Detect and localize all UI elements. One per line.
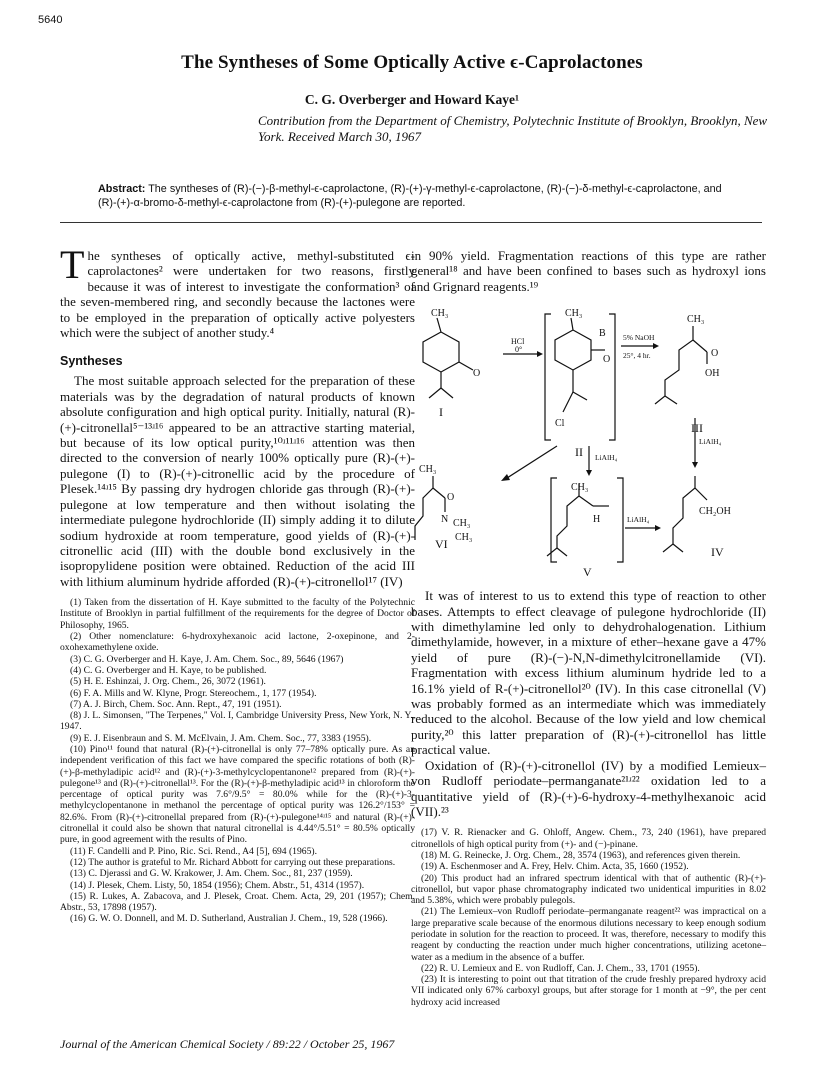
footnote: (14) J. Plesek, Chem. Listy, 50, 1854 (1956); Chem. Abstr., 51, 4314 (1957). xyxy=(70,879,365,891)
atom-label: CH₂OH xyxy=(699,506,731,518)
abstract-label: Abstract: xyxy=(98,183,146,195)
compound-label: II xyxy=(575,445,583,460)
bond xyxy=(441,388,453,398)
reagent-label: LiAlH₄ xyxy=(699,437,722,447)
atom-label: H xyxy=(593,514,601,526)
bond xyxy=(579,496,593,506)
left-column xyxy=(60,242,415,925)
footnote: (19) A. Eschenmoser and A. Frey, Helv. Chim. Acta, 35, 1660 (1952). xyxy=(421,861,689,873)
arrowhead xyxy=(653,343,659,349)
footnote: (10) Pino¹¹ found that natural (R)-(+)-citronellal is only 77–78% optically pure. As an independent verification of this fact we have compared the specific rotations of both (R)-(+)-β-methyladipic acid¹² and (R)-(+)-3-methylcyclopentanone¹² prepared from (R)-(+)-pulegone¹³ and (R)-(+)-citronellal¹³. For the (R)-(+)-β-methyladipic acid¹³ in chloroform the percentage of optical purity was 7.6°/9.5° = 80.0% while for the (R)-(+)-3-methylcyclopentanone in methanol the percentage of optical purity was 126.2°/153° = 82.6%. From (R)-(+)-citronellal prepared from (R)-(+)-pulegone¹⁴ʴ¹⁵ and natural (R)-(+)-citronellal it could also be shown that natural citronellal is 4.44°/5.51° = 80.5% optically pure, in good agreement with the results of Pino. xyxy=(60,743,415,846)
compound-label: V xyxy=(583,565,592,580)
footnote: (18) M. G. Reinecke, J. Org. Chem., 28, 3574 (1963), and references given therein. xyxy=(421,849,741,861)
atom-label: OH xyxy=(705,368,720,380)
divider xyxy=(60,222,762,223)
arrowhead xyxy=(655,525,661,531)
footnote: (5) H. E. Eshinzai, J. Org. Chem., 26, 3072 (1961). xyxy=(70,676,266,688)
compound-label: III xyxy=(691,421,703,436)
footnote: (6) F. A. Mills and W. Klyne, Progr. Stereochem., 1, 177 (1954). xyxy=(70,687,317,699)
chain-V xyxy=(547,484,579,556)
bond xyxy=(563,392,573,412)
bracket-left xyxy=(545,314,551,440)
bond xyxy=(459,362,473,370)
atom-label: N xyxy=(441,514,449,526)
footnote: (15) R. Lukes, A. Zabacova, and J. Plesek, Croat. Chem. Acta, 29, 201 (1957); Chem. Abstr., 53, 17898 (1957). xyxy=(60,890,415,914)
ring-II xyxy=(555,330,591,370)
right-column xyxy=(411,248,766,1008)
footnote: (16) G. W. O. Donnell, and M. D. Sutherland, Australian J. Chem., 19, 528 (1966). xyxy=(70,913,388,925)
atom-label: CH₃ xyxy=(687,314,705,326)
compound-label: VI xyxy=(435,537,448,552)
bracket-right xyxy=(609,314,615,440)
bond xyxy=(673,544,683,552)
footnote: (12) The author is grateful to Mr. Richard Abbott for carrying out these preparations. xyxy=(70,856,396,868)
abstract-text: The syntheses of (R)-(−)-β-methyl-ϵ-caprolactone, (R)-(+)-γ-methyl-ϵ-caprolactone, (R)-(−)-δ-methyl-ϵ-caprolactone, and (R)-(+)-α-bromo-δ-methyl-ϵ-caprolactone from (R)-(+)-pulegone are reported. xyxy=(98,183,722,209)
reagent-label: 0° xyxy=(515,345,523,355)
bond xyxy=(433,488,445,498)
bond xyxy=(693,340,707,352)
footnote: (13) C. Djerassi and G. W. Krakower, J. Am. Chem. Soc., 81, 237 (1959). xyxy=(70,868,353,880)
footnote: (23) It is interesting to point out that titration of the crude freshly prepared hydroxy acid VII indicated only 67% carboxyl groups, but after storage for 1 month at −9°, the per cent hydroxy acid increased xyxy=(411,974,766,1008)
bond xyxy=(573,392,587,400)
footnote: (1) Taken from the dissertation of H. Kaye submitted to the faculty of the Polytechnic Institute of Brooklyn in partial fulfillment of the requirements for the degree of Doctor of Philosophy, 1965. xyxy=(60,597,415,631)
fragmentation-paragraph: in 90% yield. Fragmentation reactions of this type are rather general¹⁸ and have been confined to bases such as hydroxyl ions and Grignard reagents.¹⁹ xyxy=(411,248,766,294)
article-title: The Syntheses of Some Optically Active ϵ-Caprolactones xyxy=(181,52,643,73)
footnotes-right xyxy=(411,827,766,1008)
atom-label: CH₃ xyxy=(419,464,437,476)
footnote: (3) C. G. Overberger and H. Kaye, J. Am. Chem. Soc., 89, 5646 (1967) xyxy=(70,653,344,665)
arrowhead xyxy=(586,470,592,476)
page-number: 5640 xyxy=(38,14,63,26)
atom-label: B xyxy=(599,328,606,340)
syntheses-paragraph: The most suitable approach selected for the preparation of these materials was by the degradation of natural products of known absolute configuration and high optical purity. Initially, natural (R)-(+)-citronellal⁵⁻¹³ʴ¹⁶ appeared to be an attractive starting material, but because of its low optical purity,¹⁰ʴ¹¹ʴ¹⁶ attention was then directed to the conversion of nearly 100% optically pure (R)-(+)-pulegone (I) to (R)-(+)-citronellic acid by the procedure of Plesek.¹⁴ʴ¹⁵ By passing dry hydrogen chloride gas through (R)-(+)-pulegone at low temperature and then without isolating the intermediate pulegone hydrochloride (II) simply adding it to dilute sodium hydroxide at room temperature, good yields of (R)-(+)-citronellic acid (III) with the double bond exclusively in the isopropylidene position were obtained. Reduction of the acid III with lithium aluminum hydride afforded (R)-(+)-citronellol¹⁷ (IV) xyxy=(60,373,415,589)
footnote: (11) F. Candelli and P. Pino, Ric. Sci. Rend., A4 [5], 694 (1965). xyxy=(70,845,317,857)
footnote: (7) A. J. Birch, Chem. Soc. Ann. Rept., 47, 191 (1951). xyxy=(70,698,282,710)
oxidation-paragraph: Oxidation of (R)-(+)-citronellol (IV) by a modified Lemieux–von Rudloff periodate–permanganate²¹ʴ²² oxidation led to a quantitative yield of (R)-(+)-6-hydroxy-4-methylhexanoic acid (VII).²³ xyxy=(411,757,766,819)
bracket-right xyxy=(617,478,623,562)
atom-label: CH₃ xyxy=(571,482,589,494)
arrow-II-VI xyxy=(507,446,557,478)
atom-label: O xyxy=(603,354,611,366)
bond xyxy=(429,388,441,398)
footnote: (2) Other nomenclature: 6-hydroxyhexanoic acid lactone, 2-oxepinone, and 2-oxohexamethylene oxide. xyxy=(60,631,415,654)
footnote: (4) C. G. Overberger and H. Kaye, to be published. xyxy=(70,664,267,676)
journal-footer: Journal of the American Chemical Society / 89:22 / October 25, 1967 xyxy=(60,1037,395,1051)
reagent-label: LiAlH₄ xyxy=(627,515,650,525)
atom-label: O xyxy=(711,348,719,360)
chain-VI xyxy=(415,476,433,540)
reagent-label: 5% NaOH xyxy=(623,333,655,343)
atom-label: Cl xyxy=(555,418,565,430)
atom-label: CH₃ xyxy=(453,518,471,530)
bond xyxy=(557,548,567,556)
atom-label: CH₃ xyxy=(431,308,449,320)
atom-label: O xyxy=(473,368,481,380)
drop-cap: T xyxy=(60,242,85,287)
footnote: (17) V. R. Rienacker and G. Ohloff, Angew. Chem., 73, 240 (1961), have prepared citronellols of high optical purity from (+)- and (−)-pinane. xyxy=(411,827,766,850)
reaction-scheme xyxy=(411,300,766,582)
section-heading: Syntheses xyxy=(60,354,123,369)
reagent-label: LiAlH₄ xyxy=(595,453,618,463)
affiliation: Contribution from the Department of Chemistry, Polytechnic Institute of Brooklyn, Brooklyn, New York. Received March 30, 1967 xyxy=(258,113,768,144)
bond xyxy=(437,318,441,332)
footnotes-left xyxy=(60,597,415,925)
footnote: (21) The Lemieux–von Rudloff periodate–permanganate reagent²² was impractical on a large preparative scale because of the enormous dilutions necessary to keep enough sodium periodate in solution for the reaction to proceed. It was, therefore, necessary to modify this reagent by conducting the reaction under much higher concentrations, utilizing acetone–water as a medium in the absence of a buffer. xyxy=(411,906,766,963)
arrowhead xyxy=(537,351,543,357)
footnote: (22) R. U. Lemieux and E. von Rudloff, Can. J. Chem., 33, 1701 (1955). xyxy=(421,962,700,974)
bond xyxy=(571,318,573,330)
reaction-scheme-drawing xyxy=(411,300,766,582)
compound-label: IV xyxy=(711,545,724,560)
arrowhead xyxy=(692,462,698,468)
base-cleavage-paragraph: It was of interest to us to extend this type of reaction to other bases. Attempts to effect cleavage of pulegone hydrochloride (II) with dimethylamine led only to dehydrohalogenation. Lithium dimethylamide, however, in a mixture of ether–hexane gave a 47% yield of pure (R)-(−)-N,N-dimethylcitronellamide (VI). Fragmentation with excess lithium aluminum hydride led to a 16.1% yield of R-(+)-citronellol²⁰ (IV). In this case citronellal (V) was probably formed as an intermediate which was immediately reduced to the alcohol. Because of the low yield and low chemical purity,²⁰ this latter preparation of (R)-(+)-citronellol has little practical value. xyxy=(411,588,766,758)
arrowheads xyxy=(501,343,698,531)
ring-I xyxy=(423,332,459,372)
article-authors: C. G. Overberger and Howard Kaye¹ xyxy=(304,92,520,107)
atom-label: CH₃ xyxy=(455,532,473,544)
bond xyxy=(665,396,677,404)
atom-label: CH₃ xyxy=(565,308,583,320)
intro-text: he syntheses of optically active, methyl-substituted ϵ-caprolactones² were undertaken for two reasons, firstly because it was of interest to investigate the conformation³ of the seven-membered ring, and secondly because the lactones were to be employed in the preparation of optically active polyesters which were the subject of another study.⁴ xyxy=(60,248,415,341)
intro-paragraph xyxy=(60,242,415,341)
footnote: (9) E. J. Eisenbraun and S. M. McElvain, J. Am. Chem. Soc., 77, 3383 (1955). xyxy=(70,732,372,744)
abstract xyxy=(98,183,728,210)
bond xyxy=(695,488,707,500)
reagent-label: HCl xyxy=(511,337,525,347)
scheme-text xyxy=(419,308,731,579)
chain-III xyxy=(655,326,693,404)
arrowhead xyxy=(501,474,510,481)
footnote: (8) J. L. Simonsen, "The Terpenes," Vol. I, Cambridge University Press, New York, N. Y., 1947. xyxy=(60,710,415,733)
reagent-label: 25°, 4 hr. xyxy=(623,351,651,361)
footnote: (20) This product had an infrared spectrum identical with that of authentic (R)-(+)-citronellol, but vapor phase chromatography indicated two unidentical impurities in 8.02 and 5.38%, which were probably pulegols. xyxy=(411,872,766,907)
chain-IV xyxy=(663,476,695,552)
atom-label: O xyxy=(447,492,455,504)
compound-label: I xyxy=(439,405,443,420)
